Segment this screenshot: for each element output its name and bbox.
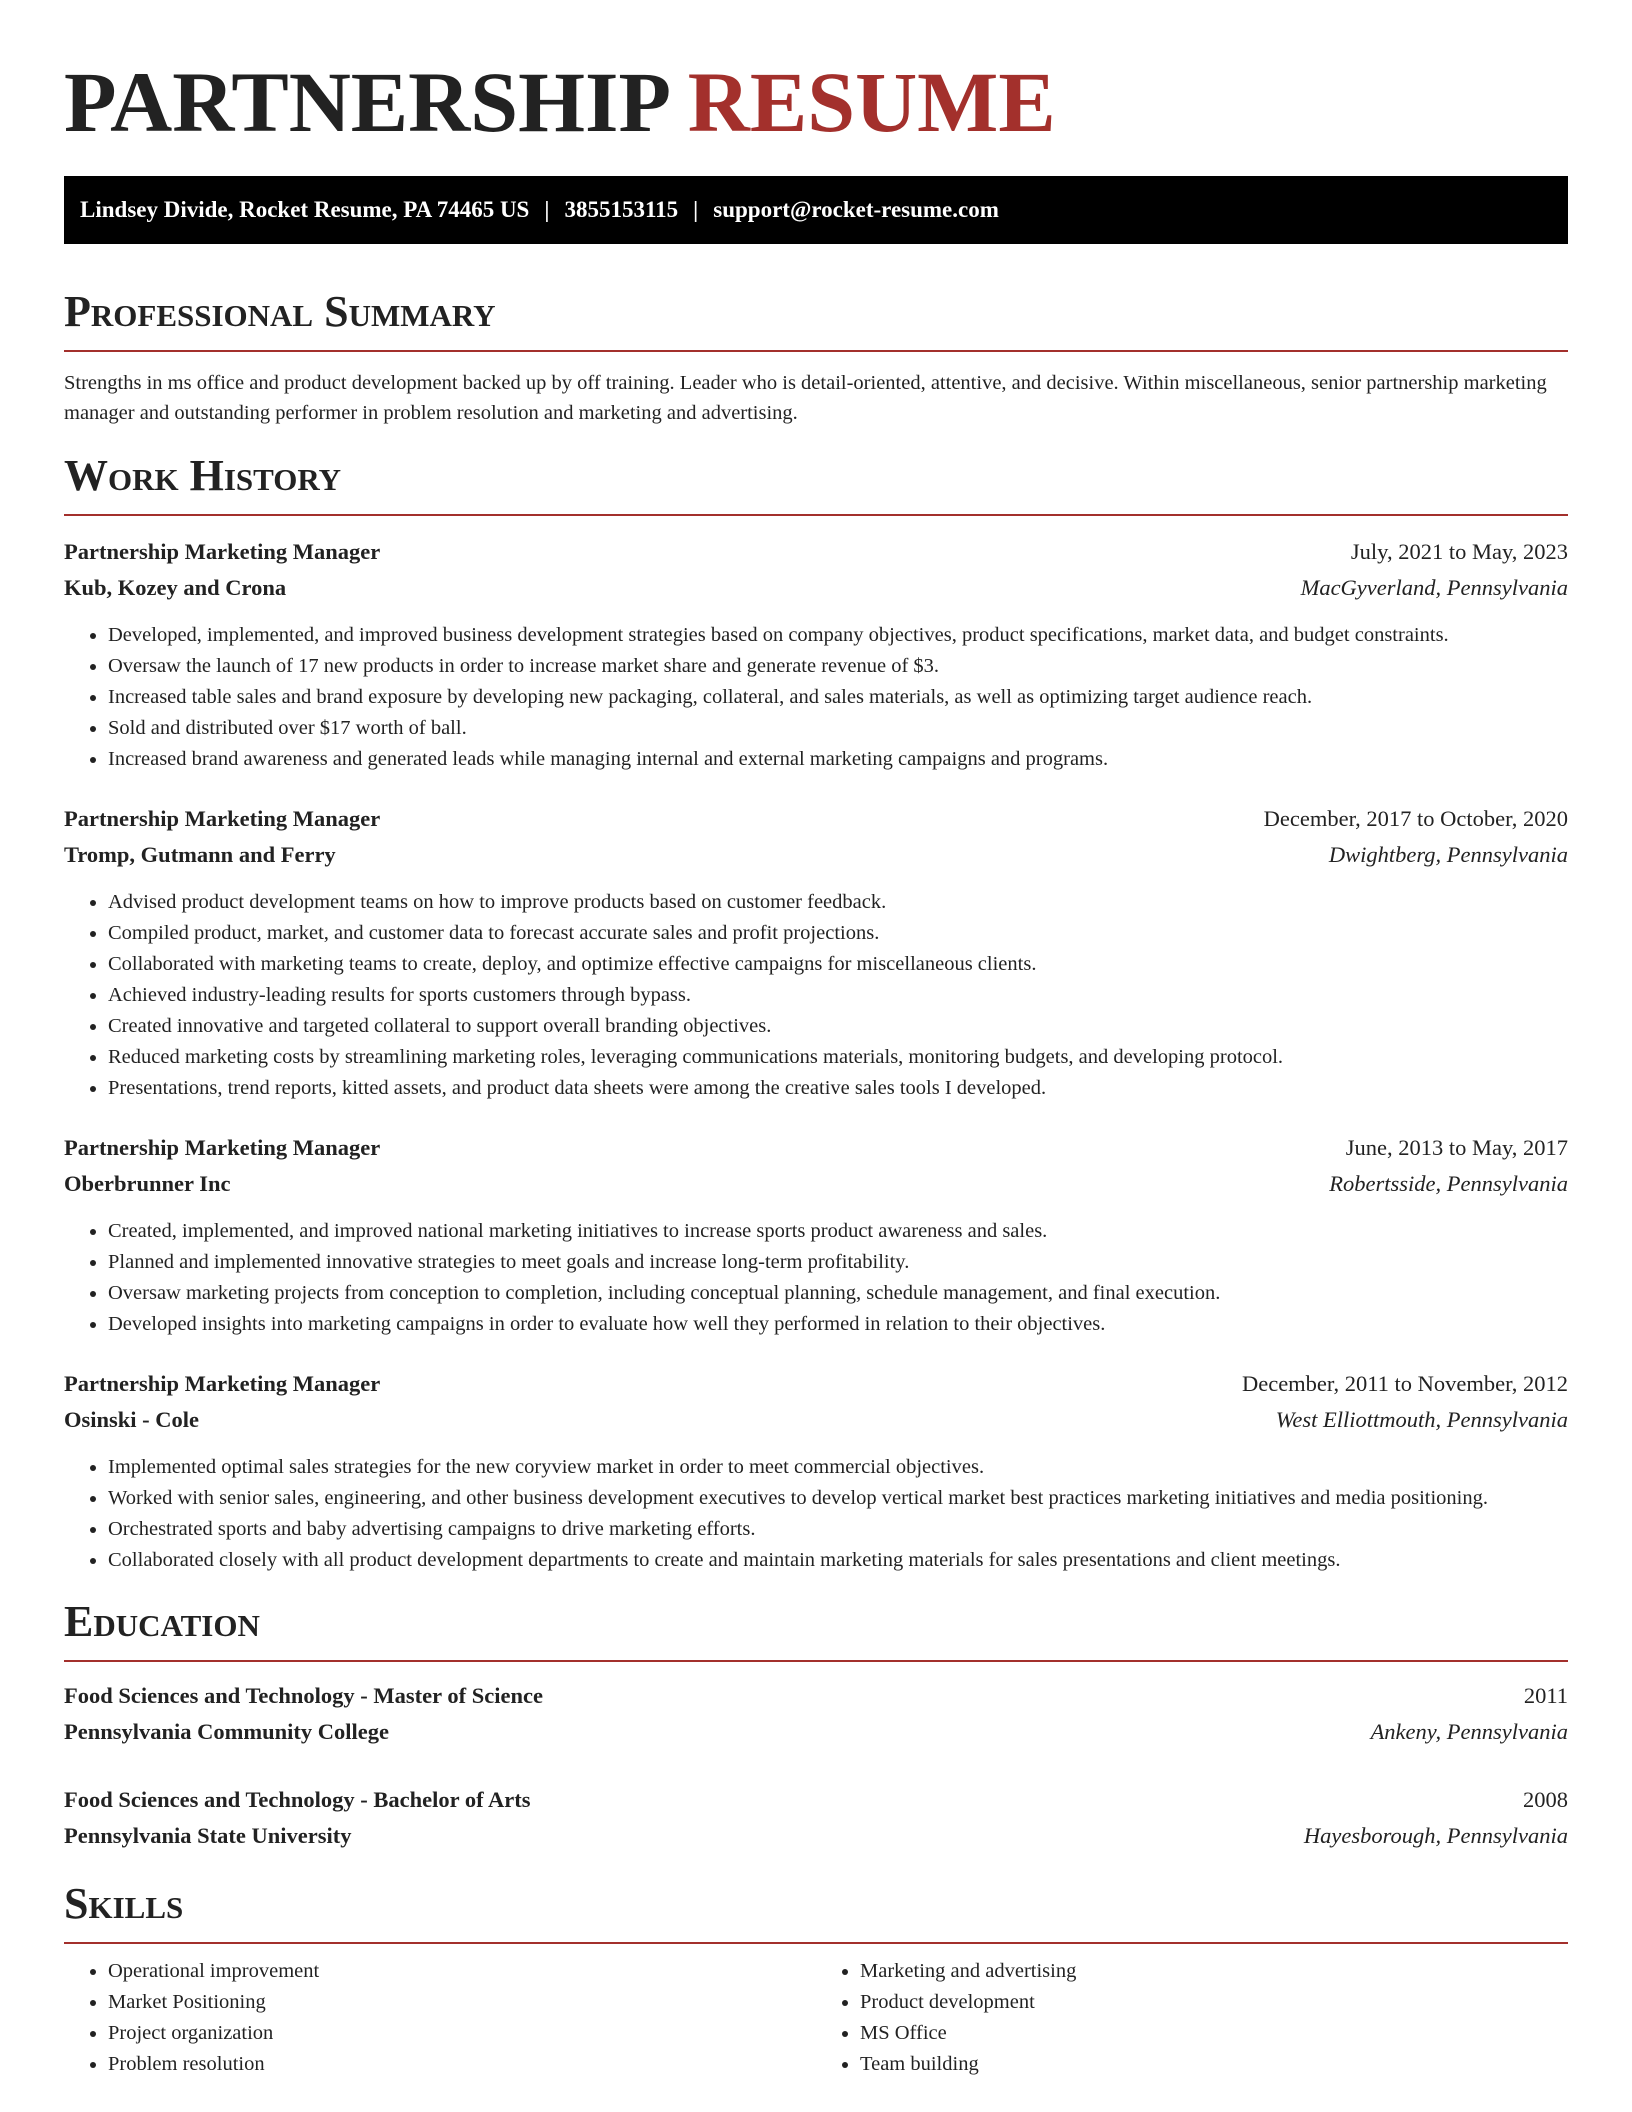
job-title: Partnership Marketing Manager (64, 1135, 381, 1160)
job-company: Osinski - Cole (64, 1407, 200, 1432)
job-company: Oberbrunner Inc (64, 1171, 231, 1196)
job-title: Partnership Marketing Manager (64, 539, 381, 564)
job-header-row (64, 534, 1568, 570)
skills-column-left (64, 1956, 816, 2080)
contact-separator: | (544, 197, 550, 222)
education-location: Ankeny, Pennsylvania (1370, 1719, 1568, 1744)
skill-item: • Project organization (108, 2018, 816, 2049)
job-bullets (64, 1452, 1568, 1576)
skills-section (64, 1880, 1568, 2080)
contact-separator: | (693, 197, 699, 222)
job-company: Kub, Kozey and Crona (64, 575, 287, 600)
skill-item: • Problem resolution (108, 2049, 816, 2080)
education-school: Pennsylvania Community College (64, 1719, 390, 1744)
skills-columns (64, 1956, 1568, 2080)
contact-phone: 3855153115 (564, 197, 679, 222)
education-year: 2008 (1523, 1787, 1568, 1812)
education-school-row (64, 1714, 1568, 1750)
skill-item: • Product development (860, 1987, 1568, 2018)
job-bullet: • Orchestrated sports and baby advertising campaigns to drive marketing efforts. (108, 1514, 1568, 1545)
skills-heading: Skills (64, 1880, 1568, 1944)
job-location: West Elliottmouth, Pennsylvania (1275, 1407, 1568, 1432)
job-title: Partnership Marketing Manager (64, 1371, 381, 1396)
education-heading: Education (64, 1598, 1568, 1662)
education-school-row (64, 1818, 1568, 1854)
education-year: 2011 (1523, 1683, 1568, 1708)
job-company-row (64, 1402, 1568, 1438)
job-bullet: • Advised product development teams on how to improve products based on customer feedback. (108, 887, 1568, 918)
job-dates: July, 2021 to May, 2023 (1350, 539, 1568, 564)
job-bullet: • Achieved industry-leading results for sports customers through bypass. (108, 980, 1568, 1011)
job-bullet: • Collaborated with marketing teams to create, deploy, and optimize effective campaigns for miscellaneous clients. (108, 949, 1568, 980)
job-company-row (64, 1166, 1568, 1202)
job-entry (64, 1366, 1568, 1576)
job-dates: December, 2017 to October, 2020 (1263, 806, 1568, 831)
contact-bar (64, 176, 1568, 244)
job-location: MacGyverland, Pennsylvania (1300, 575, 1568, 600)
job-entry (64, 534, 1568, 775)
job-bullet: • Implemented optimal sales strategies for the new coryview market in order to meet commercial objectives. (108, 1452, 1568, 1483)
job-bullet: • Increased table sales and brand exposure by developing new packaging, collateral, and sales materials, as well as optimizing target audience reach. (108, 682, 1568, 713)
job-location: Robertsside, Pennsylvania (1329, 1171, 1568, 1196)
job-dates: December, 2011 to November, 2012 (1241, 1371, 1568, 1396)
job-bullet: • Presentations, trend reports, kitted assets, and product data sheets were among the creative sales tools I developed. (108, 1073, 1568, 1104)
job-bullet: • Oversaw marketing projects from conception to completion, including conceptual planning, schedule management, and final execution. (108, 1278, 1568, 1309)
job-bullets (64, 620, 1568, 775)
job-bullet: • Compiled product, market, and customer data to forecast accurate sales and profit projections. (108, 918, 1568, 949)
education-degree-row (64, 1678, 1568, 1714)
job-company-row (64, 837, 1568, 873)
education-location: Hayesborough, Pennsylvania (1303, 1823, 1568, 1848)
summary-heading: Professional Summary (64, 288, 1568, 352)
skill-item: • MS Office (860, 2018, 1568, 2049)
education-entry (64, 1678, 1568, 1750)
job-company-row (64, 570, 1568, 606)
job-bullet: • Collaborated closely with all product development departments to create and maintain marketing materials for sales presentations and client meetings. (108, 1545, 1568, 1576)
job-bullet: • Increased brand awareness and generated leads while managing internal and external marketing campaigns and programs. (108, 744, 1568, 775)
work-history-heading: Work History (64, 452, 1568, 516)
skill-item: • Team building (860, 2049, 1568, 2080)
job-bullet: • Planned and implemented innovative strategies to meet goals and increase long-term profitability. (108, 1247, 1568, 1278)
job-header-row (64, 1366, 1568, 1402)
job-bullet: • Developed, implemented, and improved business development strategies based on company objectives, product specifications, market data, and budget constraints. (108, 620, 1568, 651)
summary-section (64, 288, 1568, 428)
summary-text: Strengths in ms office and product development backed up by off training. Leader who is detail-oriented, attentive, and decisive. Within miscellaneous, senior partnership marketing manager and outstanding performer in problem resolution and marketing and advertising. (64, 372, 1547, 424)
job-header-row (64, 1130, 1568, 1166)
job-title: Partnership Marketing Manager (64, 806, 381, 831)
job-location: Dwightberg, Pennsylvania (1328, 842, 1568, 867)
job-company: Tromp, Gutmann and Ferry (64, 842, 336, 867)
job-header-row (64, 801, 1568, 837)
job-dates: June, 2013 to May, 2017 (1345, 1135, 1568, 1160)
education-school: Pennsylvania State University (64, 1823, 352, 1848)
job-entry (64, 1130, 1568, 1340)
contact-email[interactable]: support@rocket-resume.com (713, 197, 999, 222)
job-bullet: • Created innovative and targeted collateral to support overall branding objectives. (108, 1011, 1568, 1042)
job-bullet: • Oversaw the launch of 17 new products in order to increase market share and generate revenue of $3. (108, 651, 1568, 682)
title-part-2: RESUME (687, 54, 1056, 150)
education-entry (64, 1782, 1568, 1854)
job-bullet: • Created, implemented, and improved national marketing initiatives to increase sports product awareness and sales. (108, 1216, 1568, 1247)
resume-title (64, 0, 1568, 148)
work-history-section (64, 452, 1568, 1576)
skill-item: • Marketing and advertising (860, 1956, 1568, 1987)
job-entry (64, 801, 1568, 1104)
contact-address: Lindsey Divide, Rocket Resume, PA 74465 US (80, 197, 530, 222)
skill-item: • Market Positioning (108, 1987, 816, 2018)
job-bullet: • Reduced marketing costs by streamlining marketing roles, leveraging communications materials, monitoring budgets, and developing protocol. (108, 1042, 1568, 1073)
education-section (64, 1598, 1568, 1854)
title-part-1: PARTNERSHIP (64, 54, 667, 150)
skills-column-right (816, 1956, 1568, 2080)
education-degree: Food Sciences and Technology - Bachelor of Arts (64, 1787, 531, 1812)
education-degree-row (64, 1782, 1568, 1818)
job-bullets (64, 887, 1568, 1104)
job-bullet: • Developed insights into marketing campaigns in order to evaluate how well they performed in relation to their objectives. (108, 1309, 1568, 1340)
skill-item: • Operational improvement (108, 1956, 816, 1987)
job-bullet: • Worked with senior sales, engineering, and other business development executives to develop vertical market best practices marketing initiatives and media positioning. (108, 1483, 1568, 1514)
job-bullet: • Sold and distributed over $17 worth of ball. (108, 713, 1568, 744)
education-degree: Food Sciences and Technology - Master of Science (64, 1683, 543, 1708)
job-bullets (64, 1216, 1568, 1340)
